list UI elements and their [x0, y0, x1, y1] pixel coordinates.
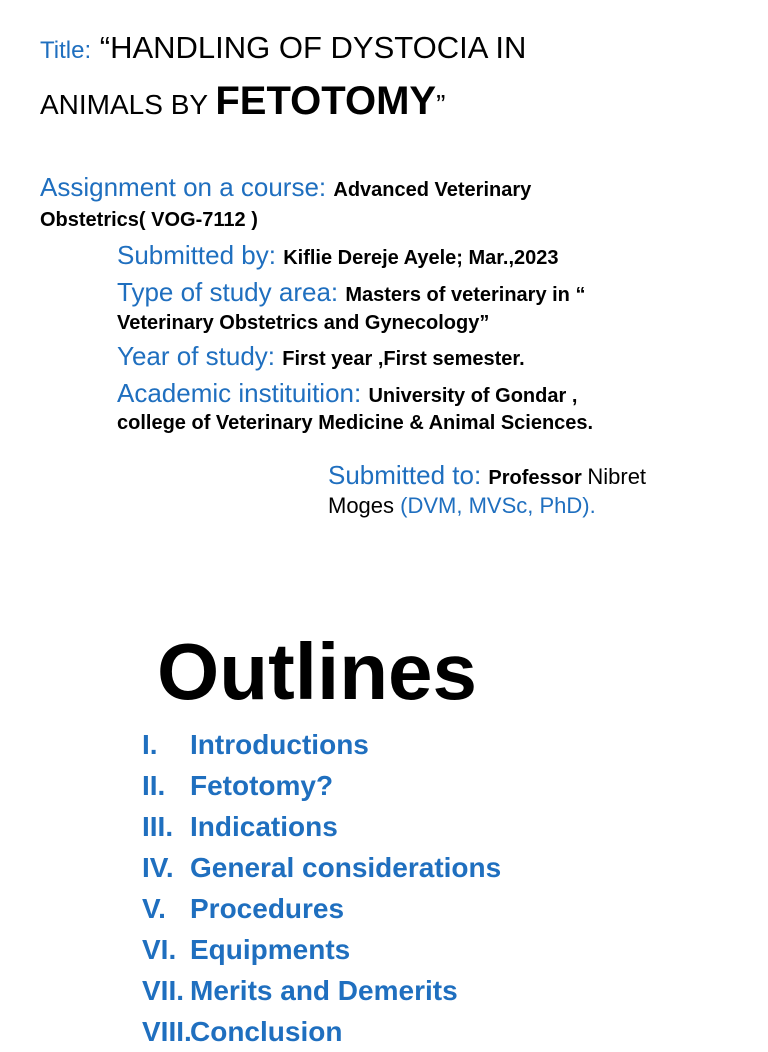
study-area-row — [117, 277, 585, 308]
outline-item-number: VI. — [142, 934, 177, 965]
outline-item — [142, 888, 345, 929]
submitted-to-value-continued — [328, 493, 596, 519]
outlines-heading: Outlines — [157, 627, 478, 716]
submitted-to-value: Nibret — [587, 464, 647, 489]
submitted-to-degrees: (DVM, MVSc, PhD). — [400, 493, 596, 518]
submitted-to-row — [328, 460, 646, 491]
outline-item-number: VIII. — [142, 1016, 192, 1047]
outline-item-number: I. — [142, 729, 158, 760]
assignment-value-continued: Obstetrics( VOG-7112 ) — [40, 209, 258, 231]
outline-item-number: V. — [142, 893, 166, 924]
outline-item — [142, 847, 502, 888]
year-of-study-label: Year of study: — [117, 341, 283, 371]
study-area-label: Type of study area: — [117, 277, 346, 307]
title-text-suffix: ” — [436, 89, 446, 120]
outline-item-text: Fetotomy? — [190, 770, 334, 801]
outline-item-text: Introductions — [190, 729, 369, 760]
outline-item — [142, 1011, 343, 1052]
outline-item — [142, 970, 458, 1011]
title-text-line-1: “HANDLING OF DYSTOCIA IN — [99, 30, 527, 65]
submitted-by-value: Kiflie Dereje Ayele; Mar.,2023 — [283, 247, 559, 269]
outline-item-text: Conclusion — [190, 1016, 343, 1047]
submitted-to-label: Submitted to: — [328, 460, 489, 490]
assignment-value: Advanced Veterinary — [333, 179, 532, 201]
outline-item — [142, 765, 334, 806]
year-of-study-value: First year ,First semester. — [282, 348, 525, 370]
outline-item-text: General considerations — [190, 852, 502, 883]
outline-item — [142, 929, 351, 970]
study-area-value: Masters of veterinary in “ — [345, 284, 586, 306]
outline-item-text: Equipments — [190, 934, 351, 965]
study-area-value-continued: Veterinary Obstetrics and Gynecology” — [117, 312, 490, 334]
submitted-to-title: Professor — [488, 467, 588, 489]
outline-item-text: Procedures — [190, 893, 345, 924]
submitted-by-label: Submitted by: — [117, 240, 284, 270]
title-label: Title: — [40, 37, 92, 64]
title-block — [40, 28, 740, 129]
outline-item-text: Indications — [190, 811, 338, 842]
year-of-study-row — [117, 341, 525, 372]
assignment-label: Assignment on a course: — [40, 172, 334, 202]
institution-label: Academic instituition: — [117, 378, 369, 408]
outline-list — [142, 724, 502, 1052]
institution-row — [117, 378, 577, 409]
institution-value-continued: college of Veterinary Medicine & Animal Sciences. — [117, 412, 594, 434]
title-line-1 — [40, 28, 740, 71]
assignment-row — [40, 172, 531, 203]
title-line-2 — [40, 77, 740, 129]
outline-item — [142, 806, 338, 847]
outline-item-number: IV. — [142, 852, 174, 883]
submitted-to-surname: Moges — [328, 493, 401, 518]
outline-item — [142, 724, 369, 765]
submitted-by-row — [117, 240, 559, 271]
outline-item-number: VII. — [142, 975, 185, 1006]
institution-value: University of Gondar , — [368, 385, 578, 407]
outline-item-text: Merits and Demerits — [190, 975, 458, 1006]
title-text-prefix: ANIMALS BY — [40, 89, 216, 120]
outline-item-number: III. — [142, 811, 174, 842]
title-text-emphasis: FETOTOMY — [215, 79, 437, 123]
outline-item-number: II. — [142, 770, 166, 801]
